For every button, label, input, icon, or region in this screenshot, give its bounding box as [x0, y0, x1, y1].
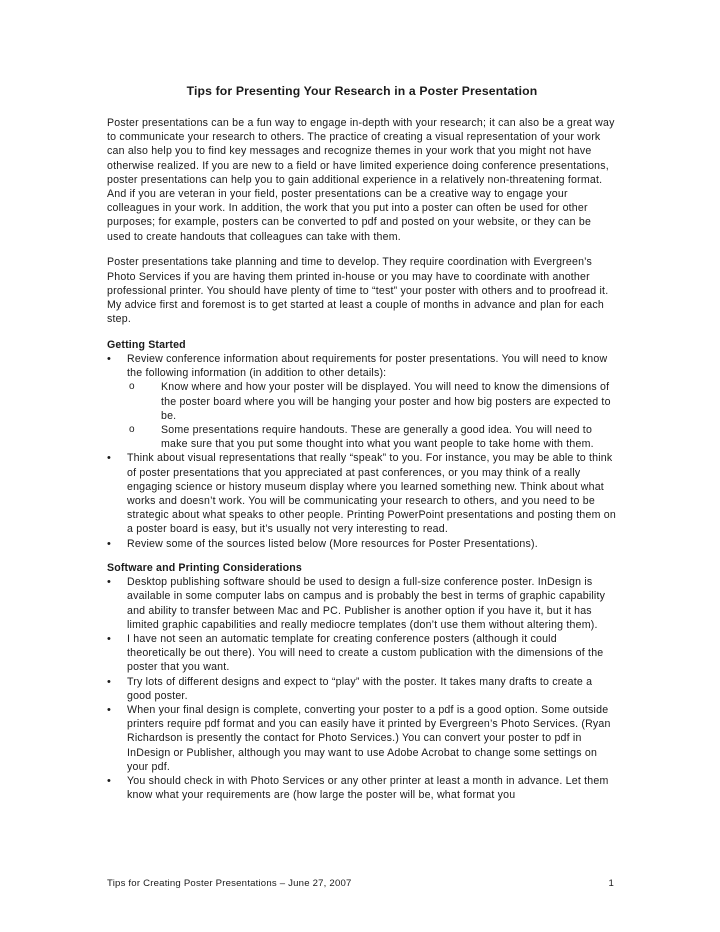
intro-paragraph-2: Poster presentations take planning and time to develop. They require coordination with Evergreen’s Photo Services if you are having them printed in-house or you may have to coordinate with another professional printer. You should have plenty of time to “test” your poster with others and to proofread it. My advice first and foremost is to get started at least a couple of months in advance and plan for each step. — [107, 256, 609, 326]
list-item: • Desktop publishing software should be used to design a full-size conference poster. InDesign is available in some computer labs on campus and is probably the best in terms of graphic capability and ability to transfer between Mac and PC. Publisher is another option if you have it, but it has limited graphic capabilities and really mediocre templates (don’t use them without altering them). — [107, 575, 617, 632]
getting-started-list — [107, 352, 617, 551]
list-item: • I have not seen an automatic template for creating conference posters (although it could theoretically be out there). You will need to create a custom publication with the dimensions of the poster that you want. — [107, 632, 617, 675]
document-title: Tips for Presenting Your Research in a Poster Presentation — [186, 84, 538, 98]
list-item: • Review some of the sources listed below (More resources for Poster Presentations). — [107, 537, 617, 551]
list-item — [107, 352, 617, 451]
list-item-text: Review conference information about requirements for poster presentations. You will need to know the following information (in addition to other details): — [127, 353, 608, 380]
sub-list — [127, 380, 617, 451]
list-item: • Think about visual representations that really “speak” to you. For instance, you may be able to think of poster presentations that you appreciated at past conferences, or you may think of a really engaging science or history museum display where you learned something new. Think about what works and doesn’t work. You will be communicating your research to others, and you need to be strategic about what speaks to other people. Printing PowerPoint presentations and posting them on a poster board is easy, but it’s usually not very interesting to read. — [107, 451, 617, 536]
list-item: • Try lots of different designs and expect to “play” with the poster. It takes many drafts to create a good poster. — [107, 675, 617, 703]
software-heading: Software and Printing Considerations — [107, 561, 302, 574]
section-spacer — [107, 551, 617, 561]
document-page — [107, 84, 617, 802]
getting-started-heading: Getting Started — [107, 338, 186, 351]
list-item: • When your final design is complete, converting your poster to a pdf is a good option. Some outside printers require pdf format and you can easily have it printed by Evergreen’s Photo Services. (Ryan Richardson is presently the contact for Photo Services.) You can convert your poster to pdf in InDesign or Publisher, although you may want to use Adobe Acrobat to change some settings on your pdf. — [107, 703, 617, 774]
sub-list-item: o Know where and how your poster will be displayed. You will need to know the dimensions of the poster board where you will be hanging your poster and how big posters are expected to be. — [127, 380, 617, 423]
intro-paragraph-1: Poster presentations can be a fun way to engage in-depth with your research; it can also be a great way to communicate your research to others. The practice of creating a visual representation of your work can also help you to find key messages and recognize themes in your work that you might not have otherwise realized. If you are new to a field or have limited experience doing conference presentations, poster presentations can help you to gain additional experience in a relatively non-threatening format. And if you are veteran in your field, poster presentations can be a creative way to engage your colleagues in your work. In addition, the work that you put into a poster can often be used for other purposes; for example, posters can be converted to pdf and posted on your website, or they can be used to create handouts that colleagues can take with them. — [107, 117, 615, 243]
footer-text: Tips for Creating Poster Presentations – June 27, 2007 — [107, 878, 352, 889]
list-item: • You should check in with Photo Services or any other printer at least a month in advance. Let them know what your requirements are (how large the poster will be, what format you — [107, 774, 617, 802]
sub-list-item: o Some presentations require handouts. These are generally a good idea. You will need to make sure that you put some thought into what you want people to take home with them. — [127, 423, 617, 451]
page-number: 1 — [608, 878, 614, 889]
software-list — [107, 575, 617, 802]
